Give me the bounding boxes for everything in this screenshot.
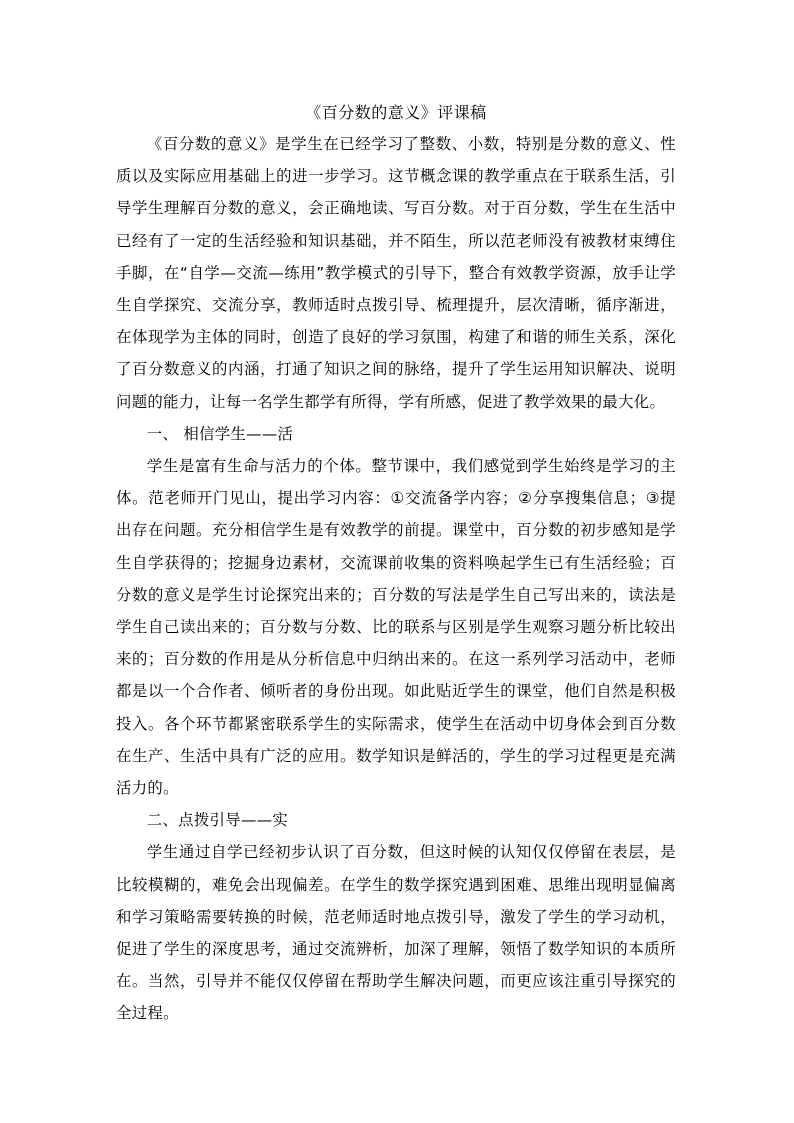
document-body xyxy=(116,100,676,1030)
section-1-paragraph: 学生是富有生命与活力的个体。整节课中，我们感觉到学生始终是学习的主体。范老师开门见山，提出学习内容：①交流备学内容；②分享搜集信息；③提出存在问题。充分相信学生是有效教学的前提。课堂中，百分数的初步感知是学生自学获得的；挖掘身边素材，交流课前收集的资料唤起学生已有生活经验；百分数的意义是学生讨论探究出来的；百分数的写法是学生自己写出来的，读法是学生自己读出来的；百分数与分数、比的联系与区别是学生观察习题分析比较出来的；百分数的作用是从分析信息中归纳出来的。在这一系列学习活动中，老师都是以一个合作者、倾听者的身份出现。如此贴近学生的课堂，他们自然是积极投入。各个环节都紧密联系学生的实际需求，使学生在活动中切身体会到百分数在生产、生活中具有广泛的应用。数学知识是鲜活的，学生的学习过程更是充满活力的。 xyxy=(116,457,676,798)
intro-paragraph: 《百分数的意义》是学生在已经学习了整数、小数，特别是分数的意义、性质以及实际应用基础上的进一步学习。这节概念课的教学重点在于联系生活，引导学生理解百分数的意义，会正确地读、写百分数。对于百分数，学生在生活中已经有了一定的生活经验和知识基础，并不陌生，所以范老师没有被教材束缚住手脚，在“自学—交流—练用”教学模式的引导下，整合有效教学资源，放手让学生自学探究、交流分享，教师适时点拨引导、梳理提升，层次清晰，循序渐进，在体现学为主体的同时，创造了良好的学习氛围，构建了和谐的师生关系，深化了百分数意义的内涵，打通了知识之间的脉络，提升了学生运用知识解决、说明问题的能力，让每一名学生都学有所得，学有所感，促进了教学效果的最大化。 xyxy=(116,135,676,411)
section-2-heading: 二、点拨引导——实 xyxy=(146,811,289,830)
section-1-heading: 一、 相信学生——活 xyxy=(146,424,294,443)
section-2-paragraph: 学生通过自学已经初步认识了百分数，但这时候的认知仅仅停留在表层，是比较模糊的，难免会出现偏差。在学生的数学探究遇到困难、思维出现明显偏离和学习策略需要转换的时候，范老师适时地点拨引导，激发了学生的学习动机，促进了学生的深度思考，通过交流辨析，加深了理解，领悟了数学知识的本质所在。当然，引导并不能仅仅停留在帮助学生解决问题，而更应该注重引导探究的全过程。 xyxy=(116,843,676,1023)
document-title: 《百分数的意义》评课稿 xyxy=(305,103,487,122)
